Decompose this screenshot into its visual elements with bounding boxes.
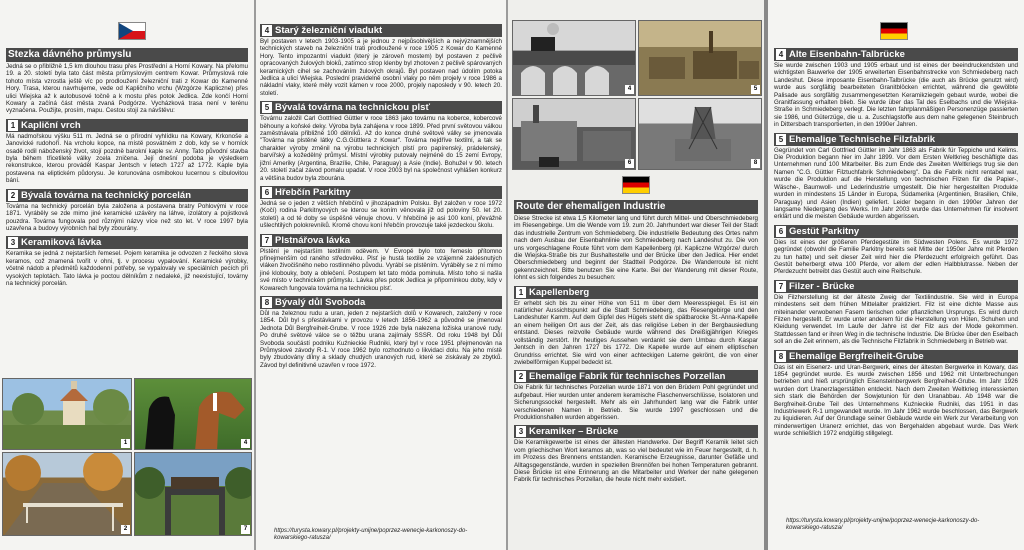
town-photo-icon xyxy=(639,21,762,96)
mine-photo-icon xyxy=(639,99,762,170)
section-header-8: 8 Bývalý důl Svoboda xyxy=(260,296,502,309)
section-text-8: Důl na železnou rudu a uran, jeden z nejstarších dolů v Kowarech, založený v roce 1854. Důl byl s přestávkami v provozu v letech 1856-1962 a původně se jmenoval Jednota Důl Bergfreiheit-Grube. V roce 1926 zde byla nalezena ložiska uranové rudy. Po druhé světové válce se o těžbu urana zajímaly SSSR. Od roku 1948 byl Důl Svoboda součástí podniku Kuźnieckie Rudniki, který byl v roce 1951 přejmenován na Průmyslové závody R-1. V roce 1962 bylo rozhodnuto o likvidaci dolu. Na jeho místě byly zbudovány dílny a sklady chudých uranových rud, které se ziskávaly ze zbytků. Závod byl definitivně uzavřen v roce 1972. xyxy=(260,309,502,369)
source-url-de[interactable]: https://turysta.kowary.pl/projekty-unijne/poprzez-wenecje-karkonoszy-do-kowarskiego-ratusza/ xyxy=(786,518,980,532)
section-header-4: 4 Starý železniční viadukt xyxy=(260,24,502,37)
section-text-de-6: Dies ist eines der größeren Pferdegestüte im Südwesten Polens. Es wurde 1972 gegründet (obwohl die Familie Parkitny bereits seit Mitte der 1950er Jahre mit Pferden zu tun hatte) und seit dieser Zeit wird hier die Pferdezucht erfolgreich geführt. Das Gestüt beherbergt etwa 100 Pferde, vor allem der edlen Halbblutrasse. Neben der Pferdezucht betreibt das Gestüt auch eine Reitschule. xyxy=(774,238,1018,276)
viaduct-photo-icon xyxy=(513,21,636,96)
bridge-photo-icon xyxy=(3,453,132,536)
photo-gate: 7 xyxy=(134,452,252,536)
section-header-de-4: 4 Alte Eisenbahn-Talbrücke xyxy=(774,48,1018,61)
section-header-de-1: 1 Kapellenberg xyxy=(514,286,758,299)
section-header-de-8: 8 Ehemalige Bergfreiheit-Grube xyxy=(774,350,1018,363)
photo-chapel: 1 xyxy=(2,378,132,450)
panel-german-1 xyxy=(508,0,764,550)
section-text-de-4: Sie wurde zwischen 1903 und 1905 erbaut und ist eines der beeindruckendsten und wichtigsten Bauwerke der 1905 erweiterten Eisenbahnstrecke von Schmiedeberg nach Landeshut. Diese imposante Eisenbahn-Talbrücke (die auch als Brücke genutzt wird) wurde aus sorgfältig bearbeiteten Granitblöcken errichtet, während die gewölbte Palisade aus sorgfältig zusammengesetzten Keramikziegeln gebaut wurde, wobei die Granitfassung erhalten blieb. Sie wurde über das Tal des Eselbachs und die Wiejska-Straße in Schmiedeberg verlegt. Die letzten fahrplanmäßigen Personenzüge passierten sie 1986, und Güterzüge, die u. a. Zuschlagstoffe aus dem nahe gelegenen Steinbruch in Dittersbach transportierten, in den 1990er Jahren. xyxy=(774,62,1018,129)
section-text-de-1: Er erhebt sich bis zu einer Höhe von 511 m über dem Meeresspiegel. Es ist ein natürlicher Aussichtspunkt auf die Stadt Schmiedeberg, das Riesengebirge und den Landeshuter Kamm. Auf dem Gipfel des Hügels steht die spätbarocke St.-Anna-Kapelle an einem heiligen Ort aus der Zeit, als das religiöse Leben in der Bergbausiedlung entstand. Dieses reizvolle Gebäude wurde während des Dreißigjährigen Krieges vollständig zerstört. Ihr heutiges Aussehen verdankt sie dem Umbau durch Kaspar Jentsch in den Jahren 1727 bis 1772. Die Kapelle wurde auf einem elliptischen Grundriss errichtet. Sie wird von einer achteckigen Laterne gekrönt, die von einer zwiebelförmigen Kuppel bedeckt ist. xyxy=(514,299,758,366)
section-header-de-6: 6 Gestüt Parkitny xyxy=(774,225,1018,238)
section-header-3: 3 Keramiková lávka xyxy=(6,236,248,249)
section-title-de: Route der ehemaligen Industrie xyxy=(514,200,758,214)
gate-photo-icon xyxy=(135,453,252,536)
photo-horses: 4 xyxy=(134,378,252,450)
section-title: Stezka dávného průmyslu xyxy=(6,48,248,62)
panel-czech-2 xyxy=(256,0,506,550)
chapel-photo-icon xyxy=(3,379,132,450)
flag-de-icon xyxy=(622,176,650,194)
photo-town-sepia: 5 xyxy=(638,20,762,96)
panel-german-2 xyxy=(768,0,1024,550)
section-text-de-2: Die Fabrik für technisches Porzellan wurde 1871 von den Brüdern Pohl gegründet und aufgebaut. Hier wurden unter anderem keramische Flaschenverschlüsse, Isolatoren und Sicherungssockel hergestellt. Mehr als ein Jahrhundert lang war die Fabrik unter verschiedenen Namen in Betrieb. Sie wurde 1997 geschlossen und die Produktionshallen wurden abgerissen. xyxy=(514,384,758,421)
section-text-7: Plstění je nejstarším textilním oděvem. V Evropě bylo toto řemeslo přítomno přinejmenším od raného středověku. Plsť je hustá textilie ze vzájemně zaklesnutých vláken živočišného nebo rostlinného původu. Vyrábí se plstěním. Vyráběly se z ní mimo jiné klobouky, boty a oblečení. Postupem let tato móda pominula. Místo toho si našla své místo v technickém průmyslu. Lávka přes potok Jedlica je připomínkou doby, kdy v Kowarech fungovala továrna na technickou plsť. xyxy=(260,247,502,292)
section-text-de-3: Die Keramikgewerbe ist eines der ältesten Handwerke. Der Begriff Keramik leitet sich vom griechischen Wort keramos ab, was so viel bedeutet wie im Feuer hergestellt, d. h. im Prozess des Brennens entstanden. Keramische Erzeugnisse, darunter Gefäße und Alltagsgegenstände, wurden in speziellen Brennöfen bei hohen Temperaturen gebrannt. Diese Brücke ist eine Erinnerung an die Mitarbeiter und Werker der nahe gelegenen Fabrik für technisches Porzellan, die heute nicht mehr existiert. xyxy=(514,439,758,484)
intro-text-de: Diese Strecke ist etwa 1,5 Kilometer lang und führt durch Mittel- und Oberschmiedeberg im Riesengebirge. Um die Wende vom 19. zum 20. Jahrhundert war dieser Teil der Stadt das industrielle Zentrum von Schmiedeberg. Die industrielle Bedeutung des Ortes nahm nach dem Ausbau der Eisenbahnlinie von Schmiedeberg nach Landeshut zu. Die von uns vorgeschlagene Route führt vom dem Kapellenberg /pl. Kapliczne Wzgórze/ durch die Wiejska-Straße bis zur Bushaltestelle und der Brücke über den Jedlica. Hier endet Oberschmiedeberg und beginnt der Stadtteil Podgórze. Die Wanderroute ist nicht gekennzeichnet. Bitte benutzen Sie eine Karte. Bei der Wanderung mit dieser Route, lohnt es sich folgendes zu besuchen: xyxy=(514,215,758,282)
section-text-5: Továrnu založil Carl Gottfried Güttler v roce 1863 jako továrnu na koberce, kobercové běhouny a koňské deky. Výroba byla zahájena v roce 1899. Před první světovou válkou zaměstnávala přibližně 100 dělníků. Až do konce druhé světové války se jmenovala "Továrna na plstěné látky C.G.Güttlera z Kowar". Továrna nejdříve textilní, a tak se charakter výroby změnil na výrobu technických plstí pro papírenský, prádelenský, barvířský a kožedělný průmysl. Místní výrobky putovaly nejméně do 15 zemí Evropy, jižní Ameriky (Argentina, Brazílie, Chile, Paraguay) a Asie (Indie). Bohužel v 90. letech 20. století začal závod pomalu upadat. V roce 2003 byl na společnost vyhlášen konkurz a většina budov byla zbourána. xyxy=(260,115,502,182)
section-header-de-2: 2 Ehemalige Fabrik für technisches Porzellan xyxy=(514,370,758,383)
section-header-de-7: 7 Filzer - Brücke xyxy=(774,280,1018,293)
horses-photo-icon xyxy=(135,379,252,450)
source-url[interactable]: https://turysta.kowary.pl/projekty-unijne/poprzez-wenecje-karkonoszy-do-kowarskiego-ratusza/ xyxy=(274,528,468,542)
section-header-6: 6 Hřebčín Parkitny xyxy=(260,186,502,199)
section-header-de-3: 3 Keramiker – Brücke xyxy=(514,425,758,438)
section-text-2: Továrna na technický porcelán byla založena a postavena bratry Pohlovými v roce 1871. Vyráběly se zde mimo jiné keramické uzávěry na láhve, izolátory a pojistková pouzdra. Továrna fungovala pod různými názvy více než sto let. V roce 1997 byla uzavřena a budovy výrobních hal byly zbourány. xyxy=(6,202,248,232)
section-header-1: 1 Kapliční vrch xyxy=(6,119,248,132)
section-text-de-8: Das ist ein Eisenerz- und Uran-Bergwerk, eines der ältesten Bergwerke in Kowary, das 1854 gegründet wurde. Es wurde zwischen 1856 und 1962 mit Unterbrechungen betrieben und hieß ursprünglich Eisensteinbergwerk Bergfreiheit-Grube. Im Jahr 1926 wurden dort Uranerzlagerstätten entdeckt. Nach dem Zweiten Weltkrieg interessierten sich stark die Behörden der Sowjetunion für den Uranabbau. Ab 1948 war die Bergfreiheit-Grube Teil des Unternehmens Kuźnieckie Rudniki, das 1951 in das Industriewerk R-1 umgewandelt wurde. Im Jahr 1962 wurde beschlossen, das Bergwerk zu liquidieren. Auf der Grundlage seiner Gebäude wurde ein Werk zur Verarbeitung von minderwertigen Uranerz errichtet, das von Bergehalden abgebaut wurde. Das Werk wurde schließlich 1972 endgültig stillgelegt. xyxy=(774,363,1018,438)
photo-mine: 8 xyxy=(638,98,762,170)
section-header-de-5: 5 Ehemalige Technische Filzfabrik xyxy=(774,133,1018,146)
section-header-5: 5 Bývalá továrna na technickou plsť xyxy=(260,101,502,114)
section-header-7: 7 Plstnářova lávka xyxy=(260,234,502,247)
section-text-3: Keramika se jedná z nejstarších řemesel. Pojem keramika je odvozen z řeckého slova keramos, což znamená tvořit v ohni, tj. v procesu vypalování. Keramické výrobky, včetně nádob a předmětů každodenní potřeby, se vypalovaly ve speciálních pecích při vysokých teplotách. Tato lávka je poctou dělníkům z nedaleké, již neexistující, továrny na technický porcelán. xyxy=(6,250,248,287)
section-text-6: Jedná se o jeden z větších hřebčínů v jihozápadním Polsku. Byl založen v roce 1972 (Kočí) rodina Parkitnyových se kterou se koním věnovala již od poloviny 50. let 20. století) a od té doby se úspěšně věnuje chovu. V hřebčíně je asi 100 koní, převážně ušlechtilých polokrevníků. Kromě chovu koní hřebčín provozuje také jezdeckou školu. xyxy=(260,199,502,230)
section-text-1: Má nadmořskou výšku 511 m. Jedná se o přírodní vyhlídku na Kowary, Krkonoše a Janovické rudohoří. Na vrcholu kopce, na místě posvátném z dob, kdy se v horníck osadě rodil náboženský život, stojí pozdně barokní kaple sv. Anny. Tato původní stavba byla během třicetileté války zcela zničena. Její dnešní podoba je výsledkem rekonstrukce, kterou prováděl Kaspar Jentsch v letech 1727 až 1772. Kaple byla postavena na eliptickém půdorysu. Je korunována osmibokou lucernou s cibulovitou bání. xyxy=(6,132,248,185)
photo-viaduct-old: 4 xyxy=(512,20,636,96)
flag-de-icon xyxy=(880,22,908,40)
panel-czech-1 xyxy=(0,0,254,550)
section-text-de-5: Gegründet von Carl Gottfried Güttler im Jahr 1863 als Fabrik für Teppiche und Kelims. Die Produktion begann hier im Jahr 1899. Vor dem Ersten Weltkrieg beschäftigte das Unternehmen rund 100 Mitarbeiter. Bis zum Ende des Zweiten Weltkriegs trug sie den Namen "C.G. Güttler Filztuchfabrik Schmiedeberg". Da die Fabrik nicht rentabel war, wurde die Produktion auf die Herstellung von technischen Filzen für die Papier-, Wäsche-, Baumwoll- und Lederindustrie umgestellt. Die hier hergestellten Produkte wurden in mindestens 15 Länder in Europa, Südamerika (Argentinien, Brasilien, Chile, Paraguay) und Asien (Indien) geliefert. Leider begann in den 1990er Jahren der langsame Niedergang des Werks. Im Jahr 2003 wurde das Unternehmen für insolvent erklärt und die meisten Gebäude wurden abgerissen. xyxy=(774,146,1018,221)
photo-bridge-ceramic: 2 xyxy=(2,452,132,536)
factory-photo-icon xyxy=(513,99,636,170)
section-text-4: Byl postaven v letech 1903-1905 a je jednou z nejpůsobivějších a nejvýznamnějších technických staveb na železniční trati prodloužené v roce 1905 z Kowar do Kamenné Hory. Tento impozantní viadukt (který je zároveň mostem) byl postaven z pečlivě opracovaných žulových bloků, zatímco strop klenby byl zhotoven z pečlivě spárovaných keramických cihel se zachováním žulových okrajů. Byl postaven nad údolím potoka Jedlica a ulicí Wiejska. Poslední pravidelně osobní vlaky po něm projely v roce 1986 a nákladní vlaky, které měly vozit kámen v roce 2000, projely naposledy v 90. letech 20. století. xyxy=(260,38,502,97)
intro-text: Jedná se o přibližně 1,5 km dlouhou trasu přes Prostřední a Horní Kowary. Na přelomu 19. a 20. století byla tato část města průmyslovým centrem Kowar. Průmyslová role tohoto místa vzrostla ještě víc po prodloužení železniční trati z Kowar do Kamenné Hory. Trasa, kterou navrhujeme, vede od Kapličního vrchu (Wzgórze Kapliczne) přes ulici Wiejska až k autobusové točně a k mostu přes potok Jedlica. Zde končí Horní Kowary a začíná část města zvaná Podgórze. Vycházková trasa není v terénu vyznačena. Použijte, prosím, mapu. Cestou stojí za návštěvu: xyxy=(6,63,248,115)
photo-factory: 6 xyxy=(512,98,636,170)
section-header-2: 2 Bývalá továrna na technický porcelán xyxy=(6,189,248,202)
section-text-de-7: Die Filzherstellung ist der älteste Zweig der Textilindustrie. Sie wird in Europa mindestens seit dem frühen Mittelalter praktiziert. Filz ist eine dichte Masse aus miteinander verwobenen Fasern tierischen oder pflanzlichen Ursprungs. Es wird durch Filzen hergestellt. Er wurde unter anderem für die Herstellung von Hüten, Schuhen und Kleidung verwendet. Im Laufe der Jahre ist der Filz aus der Mode gekommen. Stattdessen fand er ihren Weg in die technische Industrie. Die Brücke über den Eselbach soll an die Zeit erinnern, als die Technische Filzfabrik in Schmiedeberg in Betrieb war. xyxy=(774,293,1018,346)
flag-cz-icon xyxy=(118,22,146,40)
